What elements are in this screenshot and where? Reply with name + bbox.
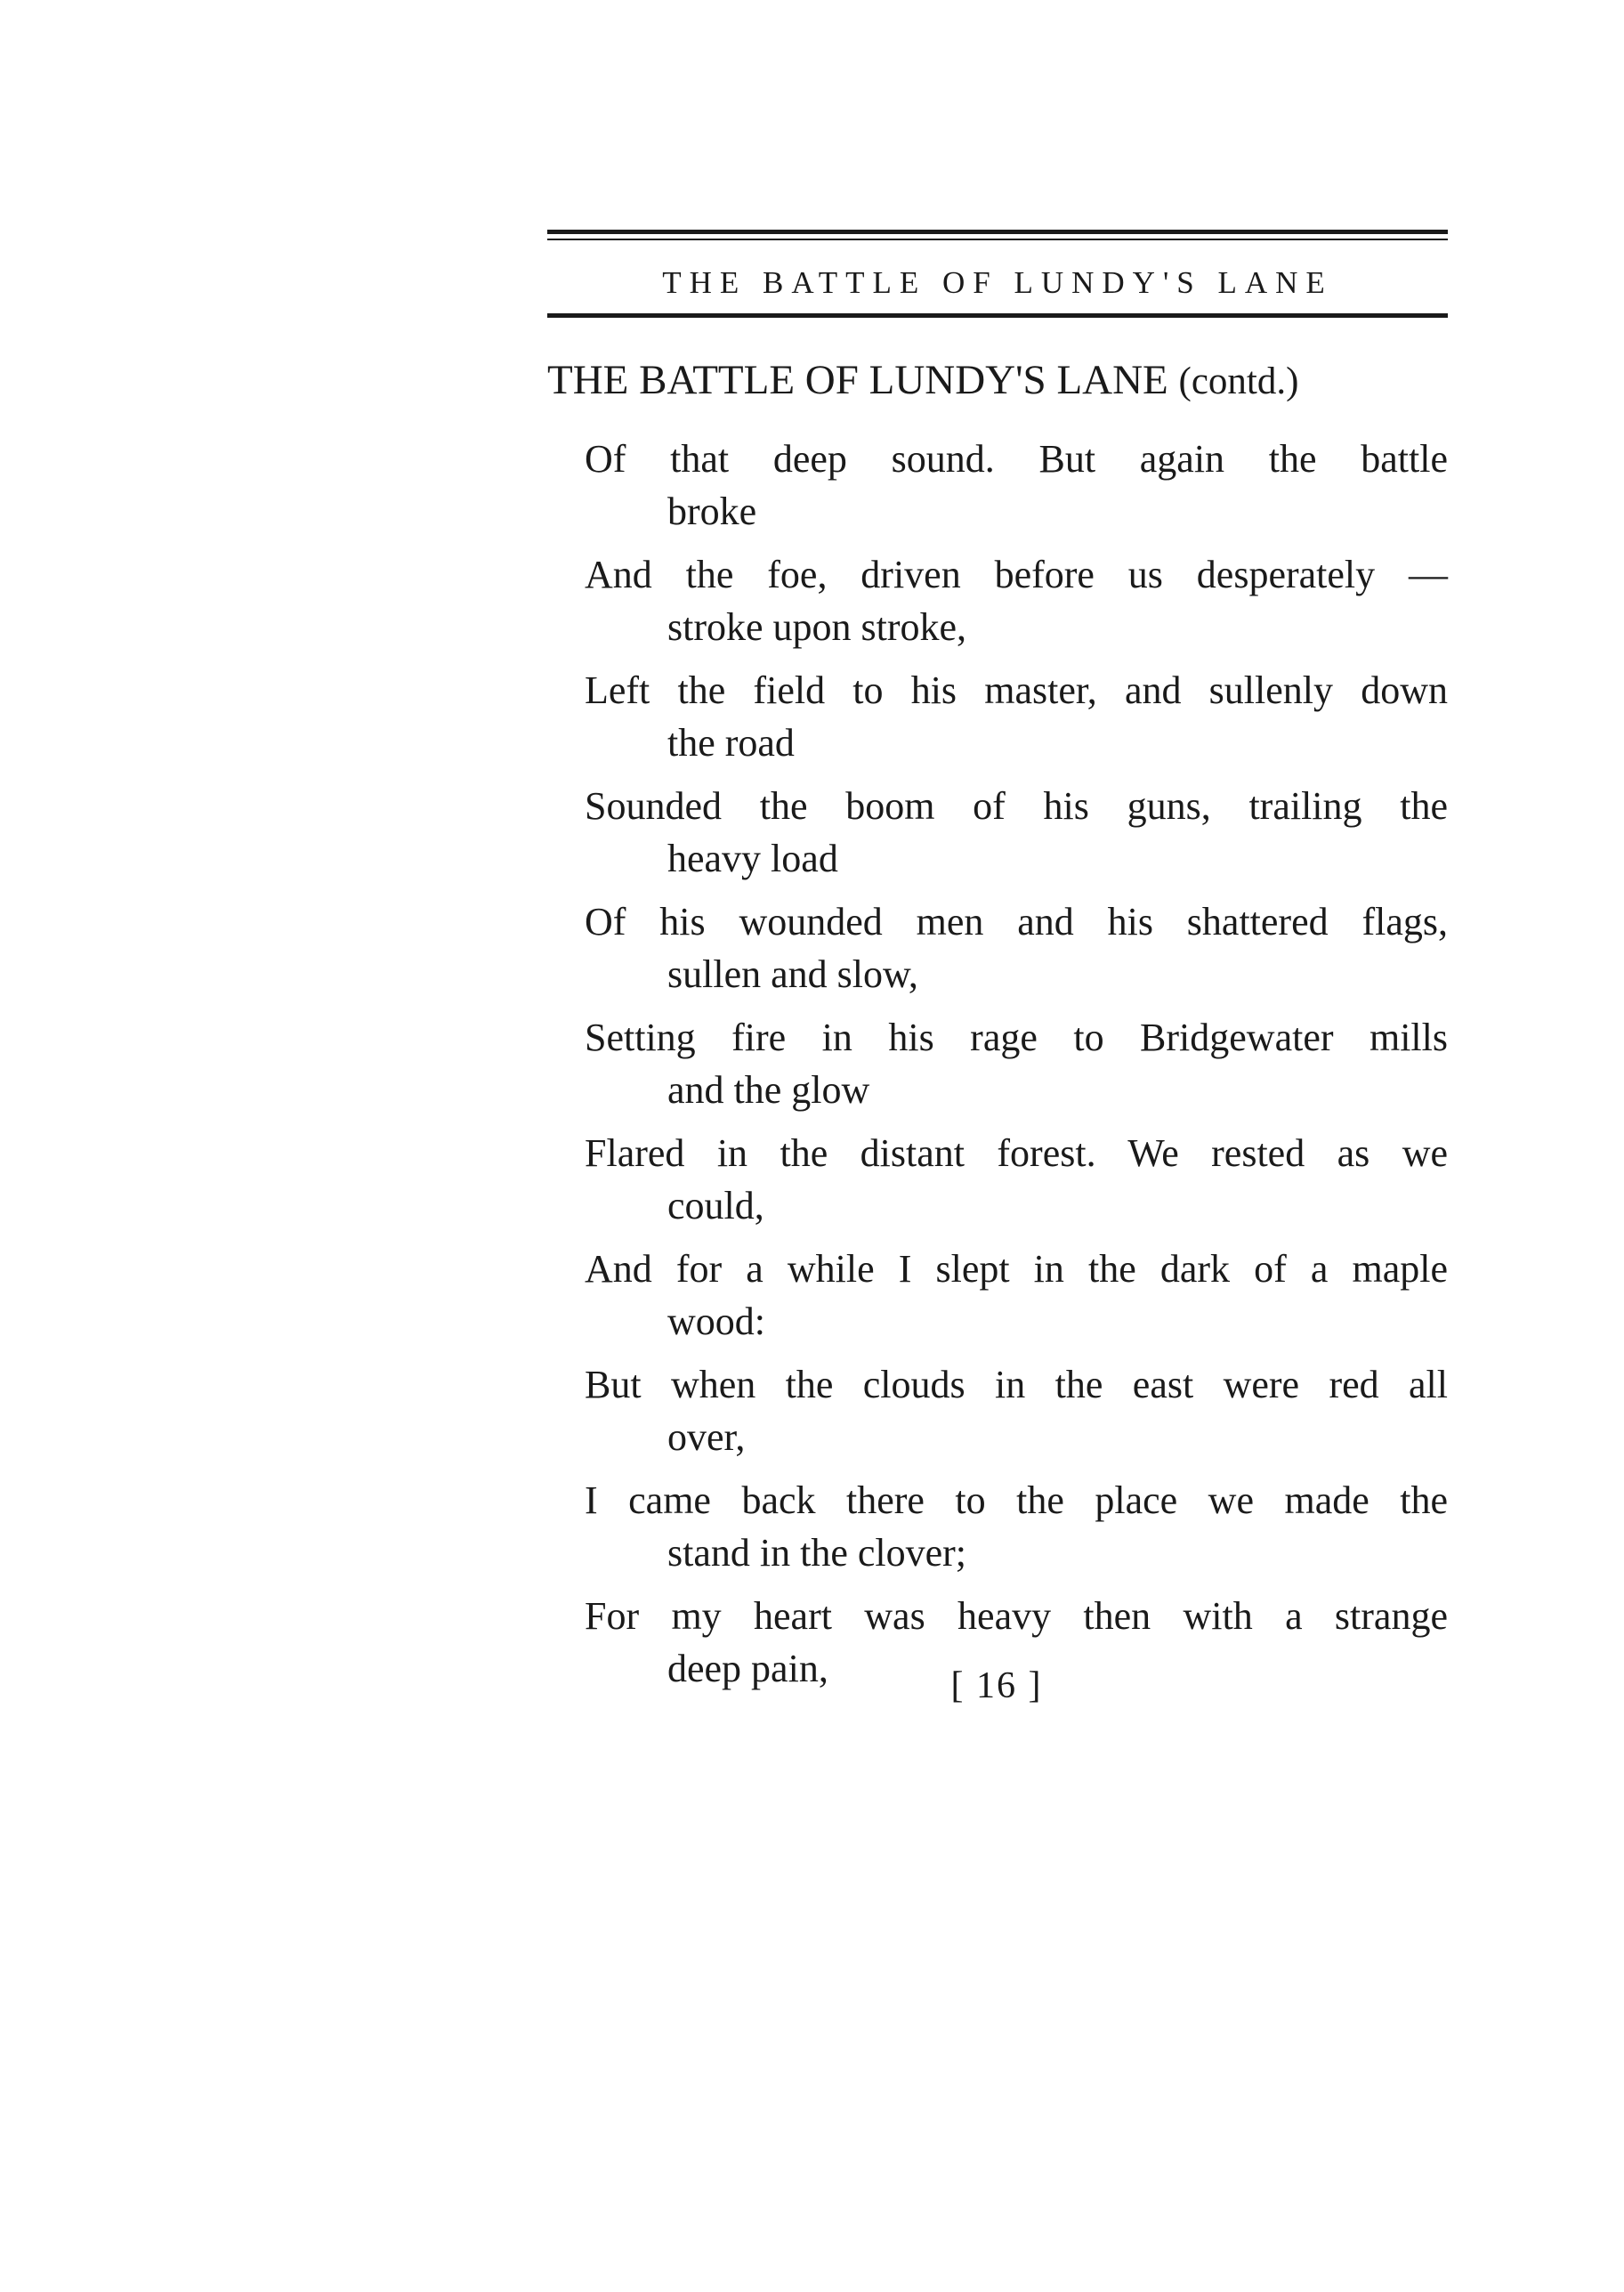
verse-line-turnover: broke [667,490,757,533]
verse-line-text: I came back there to the place we made the [585,1478,1448,1522]
verse-line-turnover: and the glow [667,1068,870,1112]
page-number: [ 16 ] [950,1665,1043,1706]
verse-line-text: Setting fire in his rage to Bridgewater mills [585,1016,1448,1059]
verse-line-turnover: wood: [667,1300,765,1343]
poem-title [547,356,1448,404]
verse-line-turnover: stroke upon stroke, [667,605,967,649]
verse-line-text: And the foe, driven before us desperately — [585,553,1448,596]
poem-stanza [585,433,1448,1695]
verse-line-text: Flared in the distant forest. We rested as we [585,1131,1448,1175]
verse-line [585,895,1448,1000]
running-head-rule-bottom [547,313,1448,318]
poem-title-suffix: (contd.) [1178,360,1299,402]
verse-line-text: Of that deep sound. But again the battle [585,437,1448,481]
verse-line [585,664,1448,769]
verse-line-turnover: heavy load [667,837,838,880]
verse-line-turnover: stand in the clover; [667,1531,967,1575]
verse-line-turnover: over, [667,1415,746,1459]
verse-line-text: But when the clouds in the east were red all [585,1363,1448,1406]
verse-line-text: And for a while I slept in the dark of a maple [585,1247,1448,1291]
running-head [547,230,1448,318]
running-head-text: THE BATTLE OF LUNDY'S LANE [662,265,1333,300]
verse-line-text: Of his wounded men and his shattered flags, [585,900,1448,944]
verse-line [585,780,1448,885]
verse-line [585,1243,1448,1348]
verse-line-text: For my heart was heavy then with a strange [585,1594,1448,1638]
verse-line [585,1011,1448,1116]
running-head-rule-top [547,230,1448,234]
verse-line [585,1358,1448,1463]
verse-line-turnover: could, [667,1184,764,1227]
verse-line-text: Left the field to his master, and sullenly down [585,668,1448,712]
verse-line-turnover: the road [667,721,795,765]
verse-line [585,433,1448,538]
verse-line [585,1127,1448,1232]
poem-title-main: THE BATTLE OF LUNDY'S LANE [547,357,1168,403]
verse-line-text: Sounded the boom of his guns, trailing the [585,784,1448,828]
verse-line-turnover: sullen and slow, [667,952,918,996]
verse-line-turnover: deep pain, [667,1647,828,1690]
verse-line [585,1474,1448,1579]
verse-line [585,548,1448,653]
